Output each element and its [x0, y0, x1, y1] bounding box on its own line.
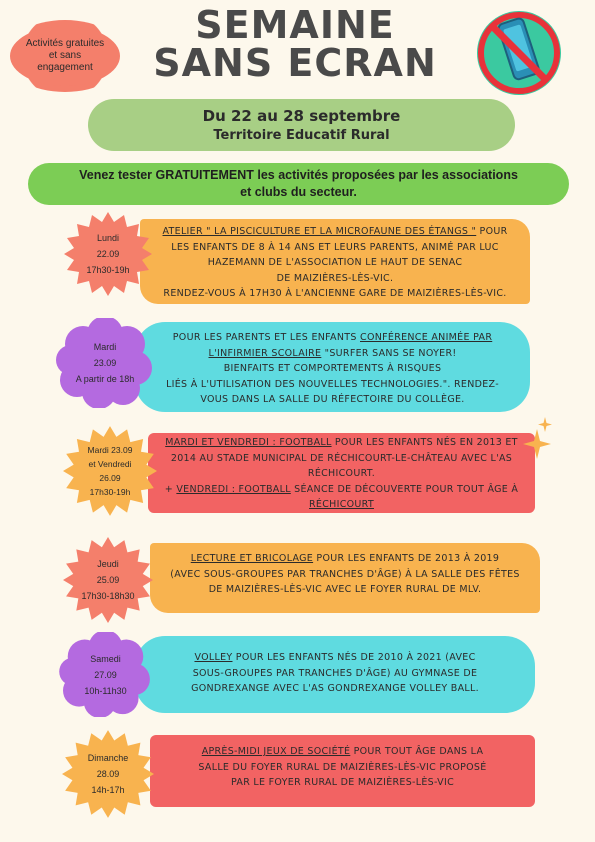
event-football-day: Mardi 23.09 [87, 445, 133, 455]
event-football-date-value: 26.09 [99, 473, 121, 483]
event-tuesday-text-1: "SURFER SANS SE NOYER! [321, 347, 457, 359]
invite-line-2: et clubs du secteur. [240, 185, 357, 199]
event-tuesday-title-2: L'INFIRMIER SCOLAIRE [208, 347, 322, 359]
event-saturday-text-2: SOUS-GROUPES PAR TRANCHES D'ÂGE) AU GYMNASE DE [192, 667, 478, 679]
event-sunday-text-1: POUR TOUT ÂGE DANS LA [350, 746, 484, 757]
event-sunday-date [62, 728, 154, 820]
event-football-day-2: et Vendredi [88, 459, 132, 469]
dates-line: Du 22 au 28 septembre [202, 107, 401, 125]
event-football-title-2: VENDREDI : FOOTBALL [176, 483, 291, 495]
dates-banner [88, 99, 515, 151]
no-phone-icon [474, 8, 564, 98]
event-sunday-text-2: SALLE DU FOYER RURAL DE MAIZIÈRES-LÈS-VIC PROPOSÉ [198, 761, 487, 773]
event-tuesday-box [135, 322, 530, 412]
event-sunday-title: APRÈS-MIDI JEUX DE SOCIÉTÉ [201, 746, 351, 757]
title-line-2: SANS ECRAN [153, 41, 437, 85]
event-saturday-date [58, 632, 153, 717]
event-monday-box [140, 219, 530, 304]
event-football-time: 17h30-19h [89, 487, 131, 497]
event-monday-day: Lundi [96, 233, 120, 243]
event-saturday-text-1: POUR LES ENFANTS NÉS DE 2010 À 2021 (AVEC [232, 652, 476, 663]
event-football-date [63, 424, 157, 518]
invite-banner [28, 163, 569, 205]
event-monday-time: 17h30-19h [86, 265, 130, 275]
event-monday-date-value: 22.09 [96, 249, 120, 259]
event-monday-text-4: DE MAIZIÈRES-LÈS-VIC. [276, 272, 394, 284]
event-thursday-text-1: POUR LES ENFANTS DE 2013 À 2019 [313, 553, 500, 564]
event-saturday-date-value: 27.09 [94, 669, 117, 680]
event-football-title: MARDI ET VENDREDI : FOOTBALL [165, 437, 332, 448]
event-sunday-box [150, 735, 535, 807]
event-tuesday-pre: POUR LES PARENTS ET LES ENFANTS [172, 332, 361, 343]
event-thursday-date-value: 25.09 [96, 575, 120, 585]
event-sunday-date-value: 28.09 [96, 769, 120, 779]
event-saturday-box [135, 636, 535, 713]
event-football-text-4: SÉANCE DE DÉCOUVERTE POUR TOUT ÂGE À [290, 483, 519, 495]
sparkle-icon [515, 415, 555, 465]
event-tuesday-time: A partir de 18h [75, 374, 135, 384]
event-monday-title: ATELIER " LA PISCICULTURE ET LA MICROFAUNE DES ÉTANGS " [162, 226, 477, 237]
badge-text: Activités gratuites et sans engagement [25, 38, 105, 73]
event-tuesday-date [55, 318, 155, 408]
event-monday-text-5: RENDEZ-VOUS À 17H30 À L'ANCIENNE GARE DE MAIZIÈRES-LÈS-VIC. [163, 288, 507, 299]
event-tuesday-text-2: BIENFAITS ET COMPORTEMENTS À RISQUES [223, 363, 442, 374]
invite-line-1: Venez tester GRATUITEMENT les activités proposées par les associations [79, 168, 518, 182]
event-football-box [148, 433, 535, 513]
event-football-text-3: RÉCHICOURT. [307, 468, 376, 479]
event-thursday-time: 17h30-18h30 [81, 591, 135, 601]
event-football-plus: + [164, 483, 177, 495]
event-thursday-box [150, 543, 540, 613]
activities-badge [10, 26, 120, 86]
event-tuesday-date-value: 23.09 [93, 358, 117, 368]
event-monday-text-2: LES ENFANTS DE 8 À 14 ANS ET LEURS PARENTS, ANIMÉ PAR LUC [171, 241, 499, 253]
event-thursday-text-3: DE MAIZIÈRES-LÈS-VIC AVEC LE FOYER RURAL DE MLV. [208, 584, 482, 595]
event-saturday-title: VOLLEY [194, 652, 233, 663]
event-thursday-date [63, 535, 153, 625]
event-saturday-time: 10h-11h30 [84, 685, 127, 696]
event-thursday-text-2: (AVEC SOUS-GROUPES PAR TRANCHES D'ÂGE) À LA SALLE DES FÊTES [170, 568, 520, 580]
event-tuesday-title: CONFÉRENCE ANIMÉE PAR [360, 332, 493, 343]
page-title [135, 3, 455, 85]
event-tuesday-day: Mardi [93, 342, 117, 352]
territory-line: Territoire Educatif Rural [213, 128, 390, 143]
event-football-text-1: POUR LES ENFANTS NÉS EN 2013 ET [331, 437, 518, 448]
event-monday-date [64, 210, 152, 298]
event-sunday-time: 14h-17h [91, 785, 125, 795]
event-monday-text-1: POUR [476, 226, 508, 237]
event-football-text-2: 2014 AU STADE MUNICIPAL DE RÉCHICOURT-LE-CHÂTEAU AVEC L'AS [170, 452, 513, 464]
title-line-1: SEMAINE [195, 3, 395, 47]
event-thursday-title: LECTURE ET BRICOLAGE [190, 553, 314, 564]
event-saturday-day: Samedi [90, 653, 121, 664]
event-football-text-5: RÉCHICOURT [309, 499, 374, 510]
event-thursday-day: Jeudi [97, 559, 119, 569]
event-tuesday-text-4: VOUS DANS LA SALLE DU RÉFECTOIRE DU COLLÈGE. [200, 394, 465, 405]
event-tuesday-text-3: LIÉS À L'UTILISATION DES NOUVELLES TECHNOLOGIES.". RENDEZ- [166, 378, 499, 390]
event-sunday-day: Dimanche [87, 753, 129, 763]
event-monday-text-3: HAZEMANN DE L'ASSOCIATION LE HAUT DE SENAC [207, 257, 463, 268]
event-saturday-text-3: GONDREXANGE AVEC L'AS GONDREXANGE VOLLEY BALL. [191, 683, 479, 694]
event-sunday-text-3: PAR LE FOYER RURAL DE MAIZIÈRES-LÈS-VIC [230, 777, 455, 788]
